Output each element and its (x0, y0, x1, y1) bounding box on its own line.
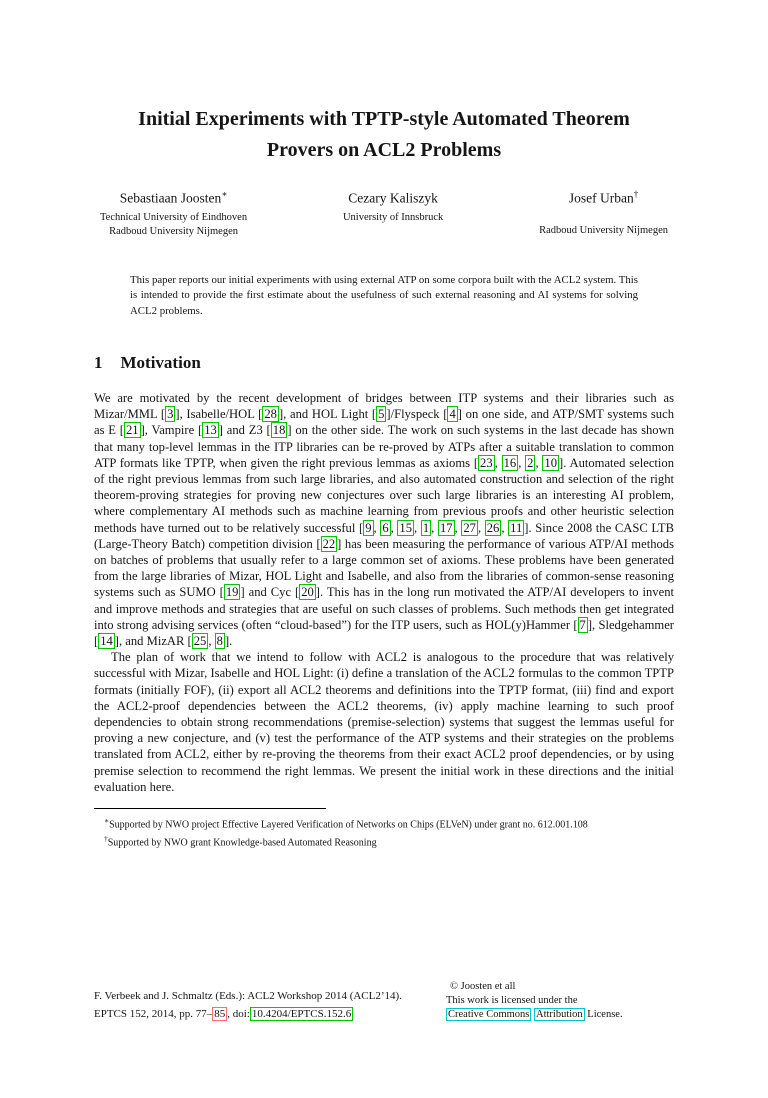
footnote-marker: † (104, 834, 108, 844)
author-footnote-marker: † (633, 189, 639, 199)
author-urban (539, 186, 668, 239)
motivation-paragraph-1: We are motivated by the recent development of bridges between ITP systems and their libraries such as Mizar/MML [ 3 ], Isabelle/HOL [ 28 ], and HOL Light [ 5 ]/Flyspeck [ 4 ] on one side, and ATP/SMT systems such as E [ 21 ], Vampire [ 13 ] and Z3 [ 18 ] on the other side. The work on such systems in the last decade has shown that many top-level lemmas in the ITP libraries can be re-proved by ATPs after a suitable translation to common ATP formats like TPTP, when given the right previous lemmas as axioms [ 23 , 16 , 2 , 10 ]. Automated selection of the right previous lemmas from such large libraries, and also automated construction and selection of the right theorem-proving strategies for proving new conjectures over such large libraries is an interesting AI problem, where complementary AI methods such as machine learning from previous proofs and other heuristic selection methods have turned out to be relatively successful [ 9 , 6 , 15 , 1 , 17 , 27 , 26 , 11 ]. Since 2008 the CASC LTB (Large-Theory Batch) competition division [ 22 ] has been measuring the performance of various ATP/AI methods on batches of problems that usually refer to a large common set of axioms. These problems have been generated from the large libraries of Mizar, HOL Light and Isabelle, and also from the libraries of common-sense reasoning systems such as SUMO [ 19 ] and Cyc [ 20 ]. This has in the long run motivated the ATP/AI developers to invent and improve methods and strategies that are useful on such classes of problems. Such methods then get integrated into strong advising services (often “cloud-based”) for the ITP users, such as HOL(y)Hammer [ 7 ], Sledgehammer [ 14 ], and MizAR [ 25 , 8 ]. (94, 391, 675, 649)
citation-link[interactable]: 5 (378, 407, 385, 422)
paper-content (0, 104, 768, 851)
license-line-1: This work is licensed under the (446, 995, 578, 1007)
author-affiliation: Radboud University Nijmegen (539, 224, 668, 236)
footer-publication-info (94, 987, 402, 1023)
citation-link[interactable]: 11 (510, 520, 523, 535)
author-name-text: Sebastiaan Joosten (119, 190, 222, 206)
section-title: Motivation (120, 353, 201, 372)
author-affiliation: Radboud University Nijmegen (109, 225, 238, 237)
footer-license-info (446, 980, 648, 1023)
citation-link[interactable]: 9 (365, 520, 372, 535)
author-footnote-marker: ∗ (221, 189, 228, 199)
citation-link[interactable]: 26 (486, 520, 500, 535)
citation-link[interactable]: 10 (544, 455, 558, 470)
footnote-marker: ∗ (104, 816, 110, 826)
citation-link[interactable]: 25 (193, 634, 207, 649)
citation-link[interactable]: 4 (449, 407, 456, 422)
citation-link[interactable]: 23 (480, 455, 493, 470)
copyright-line: © Joosten et all (450, 981, 516, 992)
paper-title-line-1: Initial Experiments with TPTP-style Automated Theorem (138, 108, 630, 130)
footer-eptcs-line: EPTCS 152, 2014, pp. 77– 85 , doi: 10.4204/EPTCS.152.6 (94, 1007, 352, 1020)
paper-page (0, 104, 768, 1021)
citation-link[interactable]: 2 (527, 455, 534, 470)
footnote-rule (94, 808, 326, 809)
author-name-text: Cezary Kaliszyk (348, 190, 438, 206)
author-name (100, 186, 247, 207)
citation-link[interactable]: 27 (463, 520, 476, 535)
page-footer (0, 980, 768, 1023)
citation-link[interactable]: 7 (579, 617, 586, 632)
citation-link[interactable]: 15 (399, 520, 413, 535)
author-name (343, 186, 443, 207)
section-number: 1 (94, 353, 103, 372)
citation-link[interactable]: 22 (322, 536, 336, 551)
citation-link[interactable]: 16 (503, 455, 517, 470)
footnote-2 (94, 832, 674, 850)
author-block (94, 186, 674, 239)
citation-link[interactable]: 6 (382, 520, 389, 535)
citation-link[interactable]: 28 (264, 407, 277, 422)
footnote-text: Supported by NWO project Effective Layered Verification of Networks on Chips (ELVeN) under grant no. 612.001.108 (109, 819, 588, 831)
citation-link[interactable]: 1 (422, 520, 430, 535)
doi-link[interactable]: 10.4204/EPTCS.152.6 (251, 1007, 352, 1020)
citation-link[interactable]: 20 (301, 585, 314, 600)
citation-link[interactable]: 3 (167, 407, 174, 422)
author-kaliszyk (343, 186, 443, 239)
author-affiliation: University of Innsbruck (342, 211, 444, 223)
author-affiliation: Technical University of Eindhoven (100, 211, 248, 223)
citation-link[interactable]: 13 (204, 423, 217, 438)
footnote-text: Supported by NWO grant Knowledge-based Automated Reasoning (107, 837, 377, 849)
license-line-2: Creative Commons Attribution License. (448, 1009, 623, 1021)
paper-title-line-2: Provers on ACL2 Problems (266, 139, 502, 161)
citation-link[interactable]: 18 (272, 423, 286, 438)
citation-link[interactable]: 19 (225, 585, 239, 600)
section-heading (94, 352, 674, 374)
citation-link[interactable]: 14 (100, 634, 113, 649)
author-name-text: Josef Urban (568, 190, 634, 206)
citation-link[interactable]: 8 (216, 634, 223, 649)
citation-link[interactable]: 21 (126, 423, 139, 438)
author-name (539, 186, 668, 207)
abstract-text: This paper reports our initial experiments with using external ATP on some corpora built with the ACL2 system. This is intended to provide the first estimate about the usefulness of such external reasoning and AI systems for solving ACL2 problems. (130, 273, 638, 317)
footnote-1 (94, 814, 674, 832)
footer-editors-line: F. Verbeek and J. Schmaltz (Eds.): ACL2 Workshop 2014 (ACL2’14). (94, 989, 402, 1002)
citation-link[interactable]: 17 (439, 520, 453, 535)
page-link[interactable]: 85 (214, 1007, 226, 1020)
motivation-paragraph-2: The plan of work that we intend to follow with ACL2 is analogous to the procedure that was relatively successful with Mizar, Isabelle and HOL Light: (i) define a translation of the ACL2 formulas to the common TPTP formats (initially FOF), (ii) export all ACL2 theorems and definitions into the TPTP format, (iii) find and export the ACL2-proof dependencies between the ACL2 theorems, (iv) apply machine learning to such proof dependencies to obtain strong recommendations (premise-selection) systems that suggest the lemmas useful for proving a new conjecture, and (v) test the performance of the ATP systems and their strategies on the problems translated from ACL2, either by re-proving the theorems from their exact ACL2 proof dependencies, or by using premise selection to recommend the right lemmas. We present the initial work in these directions and the initial evaluation here. (94, 650, 674, 794)
url-link[interactable]: Creative Commons (448, 1009, 530, 1021)
paper-title (94, 104, 674, 166)
author-joosten (100, 186, 247, 239)
footnotes (94, 814, 674, 851)
url-link[interactable]: Attribution (536, 1009, 583, 1021)
